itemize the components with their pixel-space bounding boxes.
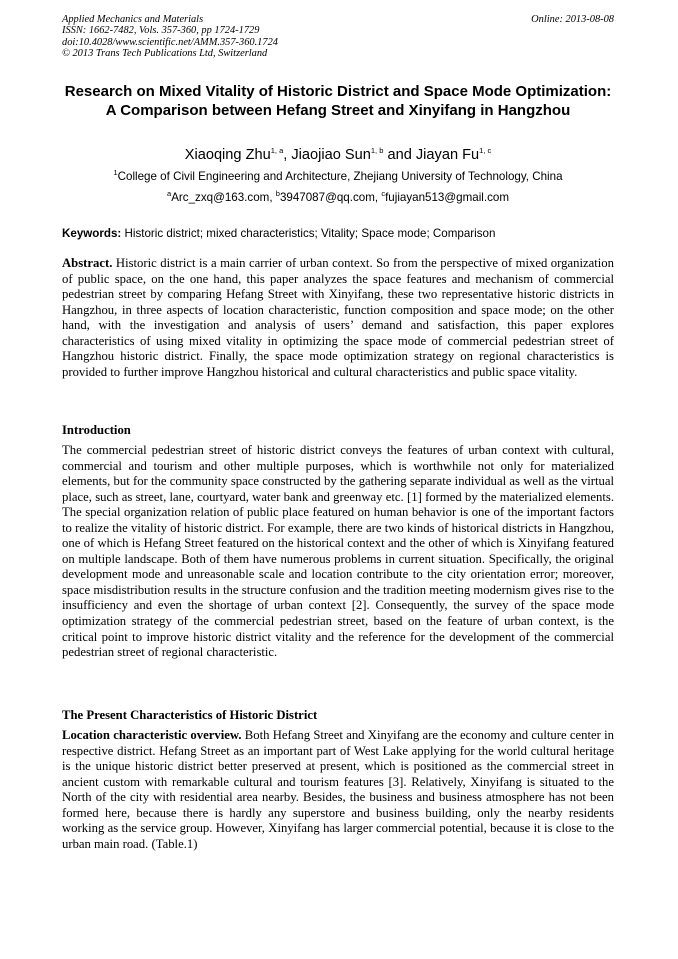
issn-line: ISSN: 1662-7482, Vols. 357-360, pp 1724-1729 <box>62 25 260 37</box>
email-separator: , <box>374 191 382 204</box>
author-superscript: 1, b <box>370 146 384 156</box>
abstract <box>62 256 614 380</box>
affiliation-text: College of Civil Engineering and Architecture, Zhejiang University of Technology, China <box>117 170 563 183</box>
keywords-label: Keywords: <box>62 227 122 240</box>
email-list <box>62 191 614 205</box>
author-superscript: 1, a <box>270 146 284 156</box>
abstract-label: Abstract. <box>62 256 113 270</box>
affiliation-superscript: 1 <box>113 168 118 178</box>
location-text: Both Hefang Street and Xinyifang are the economy and culture center in respective district. Hefang Street as an important part of West Lake applying for the world cultural heritage is the unique historic district better preserved at present, which is positioned as the commercial street in ancient custom with remarkable cultural and tourism features [3]. Relatively, Xinyifang is situated to the North of the city with residential area nearby. Besides, the business and business atmosphere has not been formed here, because there is hardly any superstore and business building, only the nearby residents working as the service group. However, Xinyifang has larger commercial potential, because it is close to the urban main road. (Table.1) <box>62 728 615 851</box>
section-heading-introduction: Introduction <box>62 423 131 437</box>
abstract-text: Historic district is a main carrier of urban context. So from the perspective of mixed organization of public space, on the one hand, this paper analyzes the space features and mechanism of commercial pedestrian street by comparing Hefang Street with Xinyifang, these two representative historic districts in Hangzhou, in three aspects of location characteristic, function composition and space mode; on the other hand, with the investigation and analysis of users’ demand and satisfaction, this paper explores characteristics of using mixed vitality in optimizing the space mode of commercial pedestrian street of Hangzhou historic district. Finally, the space mode optimization strategy on regional characteristics is provided to further improve Hangzhou historical and cultural characteristics and public space vitality. <box>62 256 614 379</box>
author-separator: and <box>383 147 416 163</box>
author-superscript: 1, c <box>479 146 492 156</box>
author-separator: , <box>283 147 292 163</box>
doi-line: doi:10.4028/www.scientific.net/AMM.357-360.1724 <box>62 36 278 48</box>
paper-title: Research on Mixed Vitality of Historic District and Space Mode Optimization: A Comparison between Hefang Street and Xinyifang in Hangzhou <box>64 83 612 119</box>
journal-name: Applied Mechanics and Materials <box>62 14 204 25</box>
email-superscript: b <box>275 189 280 199</box>
online-date: Online: 2013-08-08 <box>531 14 614 25</box>
author-name: Xiaoqing Zhu <box>184 147 271 163</box>
copyright-line: © 2013 Trans Tech Publications Ltd, Switzerland <box>62 48 268 60</box>
author-name: Jiaojiao Sun <box>291 147 371 163</box>
location-paragraph <box>62 728 614 852</box>
journal-header <box>62 14 614 60</box>
keywords <box>62 227 614 241</box>
email-separator: , <box>269 191 276 204</box>
author-name: Jiayan Fu <box>415 147 480 163</box>
section-heading-present-characteristics: The Present Characteristics of Historic District <box>62 708 318 722</box>
email-superscript: a <box>167 189 172 199</box>
email-address: 3947087@qq.com <box>279 191 375 204</box>
keywords-text: Historic district; mixed characteristics; Vitality; Space mode; Comparison <box>121 227 496 240</box>
location-lead: Location characteristic overview. <box>62 728 242 742</box>
email-address: fujiayan513@gmail.com <box>385 191 509 204</box>
introduction-paragraph: The commercial pedestrian street of historic district conveys the features of urban context with cultural, commercial and tourism and other multiple purposes, which is worthwhile not only for materialized elements, but for the community space constructed by the gathering separate individual as well as the virtual place, such as street, lane, courtyard, water bank and greenway etc. [1] formed by the materialized elements. The special organization relation of public place featured on human behavior is one of the important factors to realize the vitality of historic district. For example, there are two kinds of historical districts in Hangzhou, one of which is Hefang Street featured on the historical context and the other of which is Xinyifang featured on multiple landscape. Both of them have numerous problems in current situation. Specifically, the original development mode and unreasonable scale and location contribute to the city orientation error; moreover, space misdistribution results in the structure confusion and the tradition meeting modernism gives rise to the insufficiency and even the shortage of urban context [2]. Consequently, the survey of the space mode optimization strategy of the commercial pedestrian street, based on the feature of urban context, is the critical point to improve historic district vitality and the reference for the development of the commercial pedestrian street of regional characteristic. <box>62 443 614 660</box>
affiliation <box>62 170 614 184</box>
email-superscript: c <box>381 189 386 199</box>
email-address: Arc_zxq@163.com <box>171 191 270 204</box>
author-list <box>62 146 614 164</box>
